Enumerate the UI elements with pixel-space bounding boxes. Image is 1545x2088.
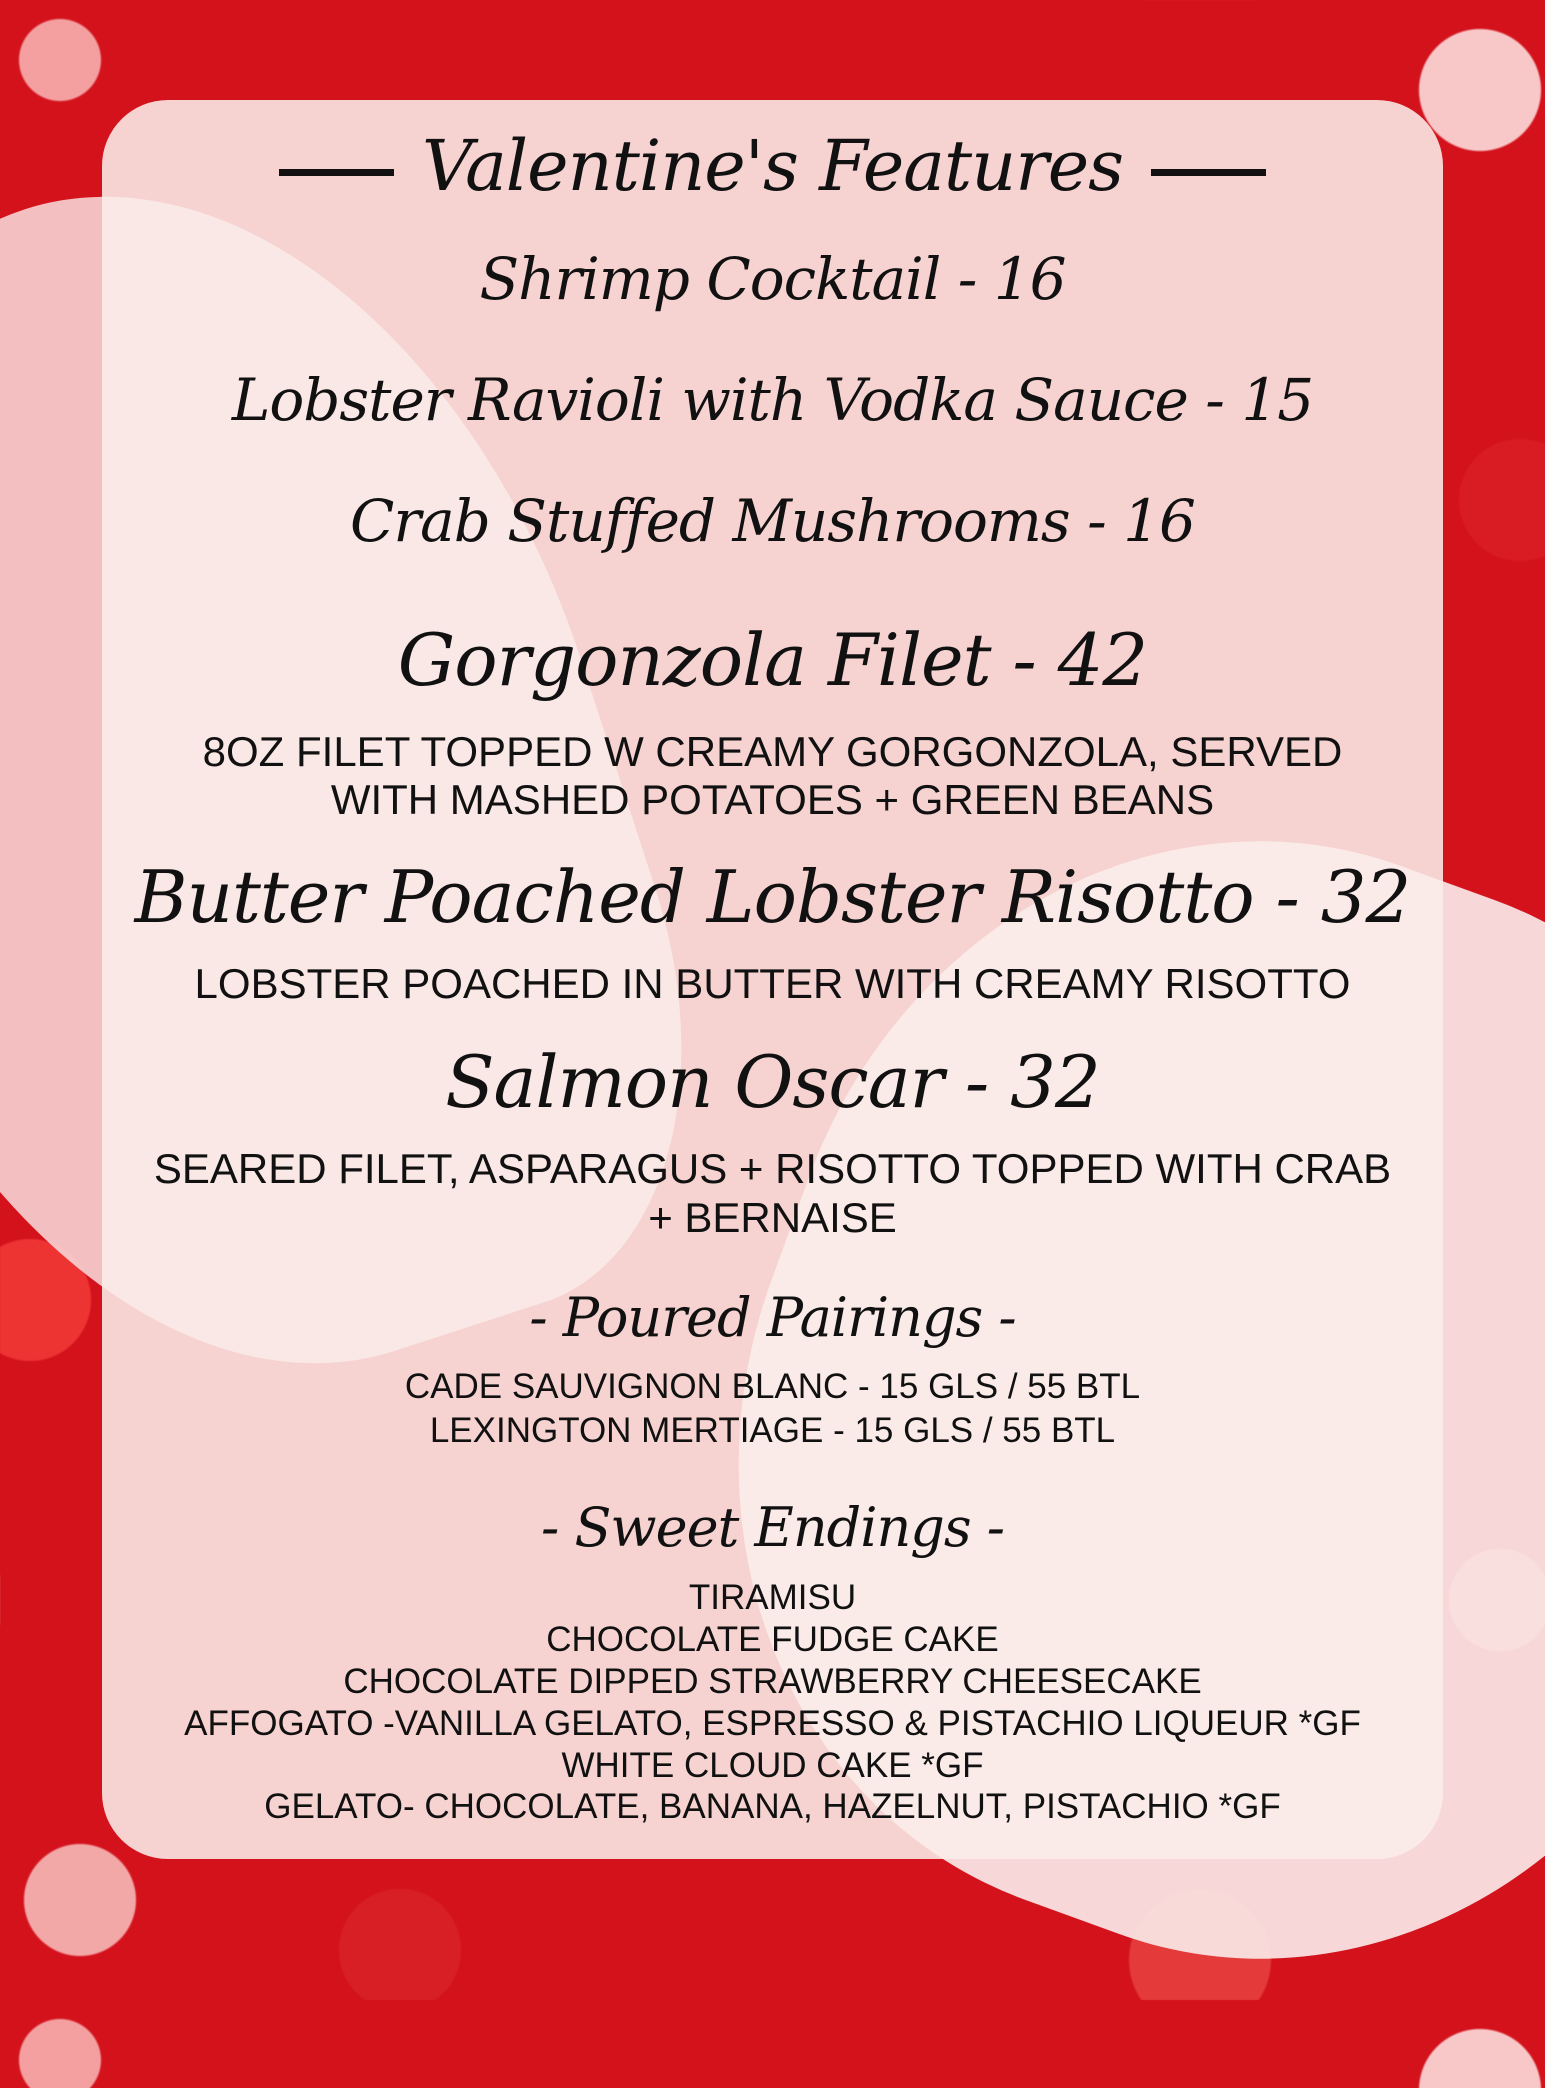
pairings-heading: - Poured Pairings - — [529, 1286, 1016, 1349]
title-rule-left — [279, 169, 394, 176]
dessert-item: WHITE CLOUD CAKE *GF — [561, 1746, 984, 1785]
entree-description: + BERNAISE — [648, 1194, 897, 1241]
entree-name: Salmon Oscar - 32 — [445, 1040, 1100, 1124]
entree-description: 8OZ FILET TOPPED W CREAMY GORGONZOLA, SERVED — [202, 728, 1343, 775]
dessert-item: TIRAMISU — [688, 1578, 857, 1617]
pairing-item: LEXINGTON MERTIAGE - 15 GLS / 55 BTL — [429, 1411, 1116, 1450]
appetizer-item: Crab Stuffed Mushrooms - 16 — [350, 487, 1195, 555]
dessert-item: CHOCOLATE DIPPED STRAWBERRY CHEESECAKE — [343, 1662, 1202, 1701]
dessert-item: AFFOGATO -VANILLA GELATO, ESPRESSO & PISTACHIO LIQUEUR *GF — [184, 1704, 1361, 1743]
entree-name: Butter Poached Lobster Risotto - 32 — [134, 855, 1411, 939]
entree-name: Gorgonzola Filet - 42 — [397, 618, 1148, 702]
entree-description: LOBSTER POACHED IN BUTTER WITH CREAMY RISOTTO — [194, 960, 1351, 1007]
menu-title — [102, 125, 1443, 207]
title-rule-right — [1151, 169, 1266, 176]
entree-description: SEARED FILET, ASPARAGUS + RISOTTO TOPPED WITH CRAB — [153, 1145, 1392, 1192]
dessert-item: CHOCOLATE FUDGE CAKE — [546, 1620, 999, 1659]
appetizer-item: Lobster Ravioli with Vodka Sauce - 15 — [231, 366, 1314, 434]
dessert-item: GELATO- CHOCOLATE, BANANA, HAZELNUT, PISTACHIO *GF — [264, 1787, 1281, 1826]
pairing-item: CADE SAUVIGNON BLANC - 15 GLS / 55 BTL — [404, 1367, 1141, 1406]
title-text: Valentine's Features — [421, 125, 1124, 207]
desserts-heading: - Sweet Endings - — [541, 1496, 1004, 1559]
entree-description: WITH MASHED POTATOES + GREEN BEANS — [330, 776, 1215, 823]
appetizer-item: Shrimp Cocktail - 16 — [479, 245, 1066, 313]
